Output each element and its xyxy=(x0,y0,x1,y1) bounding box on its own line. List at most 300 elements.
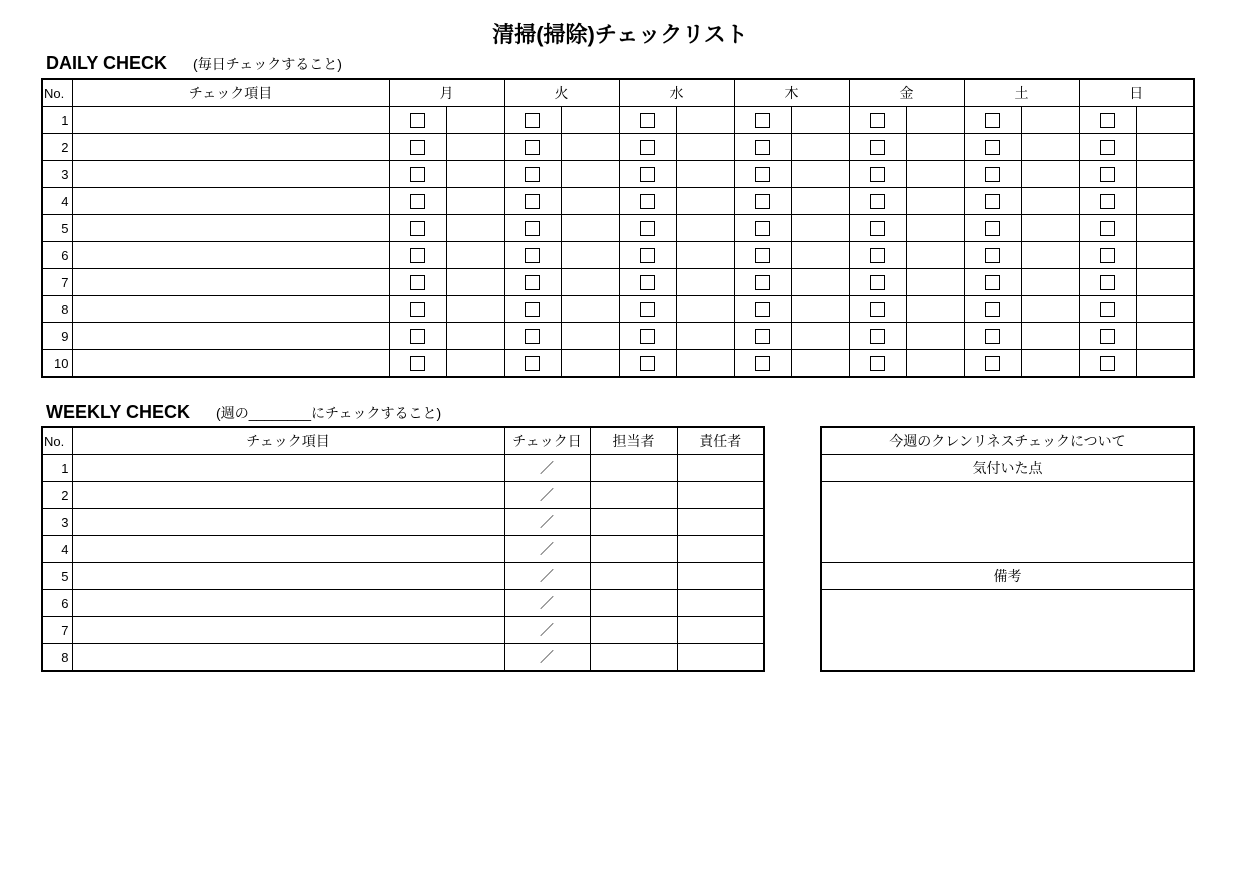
checkbox-cell xyxy=(1079,296,1136,323)
table-row xyxy=(42,188,1194,215)
checkbox[interactable] xyxy=(870,275,885,290)
person-field[interactable] xyxy=(590,563,677,590)
checkbox-cell xyxy=(504,350,561,378)
checkbox[interactable] xyxy=(525,167,540,182)
note-cell[interactable] xyxy=(1136,242,1194,269)
checkbox[interactable] xyxy=(755,167,770,182)
table-row xyxy=(42,107,1194,134)
checkbox-cell xyxy=(389,107,446,134)
col-check-date: チェック日 xyxy=(504,427,590,455)
note-cell[interactable] xyxy=(1021,242,1079,269)
manager-field[interactable] xyxy=(677,509,764,536)
note-cell[interactable] xyxy=(561,215,619,242)
checkbox-cell xyxy=(964,161,1021,188)
checkbox[interactable] xyxy=(410,275,425,290)
noticed-field[interactable] xyxy=(821,482,1194,563)
note-cell[interactable] xyxy=(1136,269,1194,296)
person-field[interactable] xyxy=(590,455,677,482)
col-item: チェック項目 xyxy=(72,427,504,455)
checkbox-cell xyxy=(389,134,446,161)
checkbox-cell xyxy=(504,269,561,296)
note-cell[interactable] xyxy=(1021,107,1079,134)
checkbox[interactable] xyxy=(410,302,425,317)
checkbox-cell xyxy=(504,296,561,323)
checkbox[interactable] xyxy=(985,113,1000,128)
note-cell[interactable] xyxy=(1021,188,1079,215)
note-cell[interactable] xyxy=(906,296,964,323)
checkbox[interactable] xyxy=(410,356,425,371)
day-header: 月 xyxy=(389,79,504,107)
checkbox[interactable] xyxy=(525,302,540,317)
check-item-field[interactable] xyxy=(72,323,389,350)
note-cell[interactable] xyxy=(906,134,964,161)
note-cell[interactable] xyxy=(1136,107,1194,134)
row-number: 10 xyxy=(42,350,72,378)
checkbox-cell xyxy=(734,188,791,215)
check-item-field[interactable] xyxy=(72,161,389,188)
checkbox-cell xyxy=(964,269,1021,296)
table-row xyxy=(42,563,764,590)
checkbox[interactable] xyxy=(1100,275,1115,290)
checkbox[interactable] xyxy=(640,248,655,263)
check-item-field[interactable] xyxy=(72,188,389,215)
manager-field[interactable] xyxy=(677,590,764,617)
note-cell[interactable] xyxy=(561,161,619,188)
checkbox-cell xyxy=(619,350,676,378)
note-cell[interactable] xyxy=(906,242,964,269)
note-cell[interactable] xyxy=(446,161,504,188)
col-person: 担当者 xyxy=(590,427,677,455)
checkbox[interactable] xyxy=(640,140,655,155)
check-item-field[interactable] xyxy=(72,617,504,644)
checkbox[interactable] xyxy=(870,221,885,236)
table-row xyxy=(42,509,764,536)
checkbox[interactable] xyxy=(985,140,1000,155)
checkbox[interactable] xyxy=(985,167,1000,182)
checkbox-cell xyxy=(504,188,561,215)
checkbox-cell xyxy=(1079,134,1136,161)
check-date-field[interactable]: ／ xyxy=(504,509,590,536)
daily-heading: DAILY CHECK xyxy=(46,53,168,73)
checkbox[interactable] xyxy=(525,113,540,128)
weekly-section-heading xyxy=(46,402,441,423)
weekly-heading: WEEKLY CHECK xyxy=(46,402,191,422)
row-number: 5 xyxy=(42,215,72,242)
checkbox-cell xyxy=(849,107,906,134)
checkbox[interactable] xyxy=(410,167,425,182)
check-item-field[interactable] xyxy=(72,644,504,672)
check-item-field[interactable] xyxy=(72,590,504,617)
checkbox[interactable] xyxy=(1100,248,1115,263)
check-item-field[interactable] xyxy=(72,107,389,134)
checkbox[interactable] xyxy=(755,248,770,263)
checkbox-cell xyxy=(964,215,1021,242)
checkbox[interactable] xyxy=(1100,356,1115,371)
checkbox-cell xyxy=(849,188,906,215)
note-cell[interactable] xyxy=(791,134,849,161)
person-field[interactable] xyxy=(590,617,677,644)
notes-label: 備考 xyxy=(821,563,1194,590)
note-cell[interactable] xyxy=(676,269,734,296)
checkbox[interactable] xyxy=(755,302,770,317)
checkbox-cell xyxy=(734,350,791,378)
note-cell[interactable] xyxy=(906,107,964,134)
row-number: 2 xyxy=(42,482,72,509)
note-cell[interactable] xyxy=(791,242,849,269)
checkbox-cell xyxy=(504,215,561,242)
checkbox[interactable] xyxy=(525,275,540,290)
note-cell[interactable] xyxy=(906,161,964,188)
checkbox[interactable] xyxy=(640,167,655,182)
check-date-field[interactable]: ／ xyxy=(504,617,590,644)
checkbox[interactable] xyxy=(410,248,425,263)
note-cell[interactable] xyxy=(1021,215,1079,242)
note-cell[interactable] xyxy=(446,242,504,269)
note-cell[interactable] xyxy=(446,188,504,215)
note-cell[interactable] xyxy=(561,242,619,269)
note-cell[interactable] xyxy=(791,350,849,378)
checkbox-cell xyxy=(849,350,906,378)
note-cell[interactable] xyxy=(1021,269,1079,296)
note-cell[interactable] xyxy=(446,134,504,161)
person-field[interactable] xyxy=(590,482,677,509)
row-number: 7 xyxy=(42,617,72,644)
daily-note: (毎日チェックすること) xyxy=(193,56,342,72)
checkbox-cell xyxy=(619,269,676,296)
day-header: 木 xyxy=(734,79,849,107)
note-cell[interactable] xyxy=(676,296,734,323)
checkbox-cell xyxy=(734,269,791,296)
note-cell[interactable] xyxy=(561,350,619,378)
row-number: 1 xyxy=(42,455,72,482)
col-no: No. xyxy=(42,427,72,455)
page-title: 清掃(掃除)チェックリスト xyxy=(492,22,748,47)
checkbox-cell xyxy=(964,350,1021,378)
checkbox[interactable] xyxy=(870,302,885,317)
note-cell[interactable] xyxy=(906,269,964,296)
person-field[interactable] xyxy=(590,644,677,672)
check-item-field[interactable] xyxy=(72,296,389,323)
checkbox[interactable] xyxy=(755,329,770,344)
checkbox-cell xyxy=(734,242,791,269)
checkbox[interactable] xyxy=(525,329,540,344)
checkbox[interactable] xyxy=(755,221,770,236)
checkbox[interactable] xyxy=(985,356,1000,371)
row-number: 4 xyxy=(42,188,72,215)
check-item-field[interactable] xyxy=(72,215,389,242)
checkbox[interactable] xyxy=(525,140,540,155)
note-cell[interactable] xyxy=(1021,323,1079,350)
note-cell[interactable] xyxy=(1136,350,1194,378)
check-item-field[interactable] xyxy=(72,482,504,509)
checkbox[interactable] xyxy=(640,221,655,236)
checkbox[interactable] xyxy=(640,194,655,209)
table-row xyxy=(42,161,1194,188)
note-cell[interactable] xyxy=(1136,161,1194,188)
checkbox-cell xyxy=(849,323,906,350)
checkbox[interactable] xyxy=(525,221,540,236)
day-header: 水 xyxy=(619,79,734,107)
checkbox-cell xyxy=(389,296,446,323)
table-row xyxy=(42,482,764,509)
checkbox[interactable] xyxy=(870,167,885,182)
note-cell[interactable] xyxy=(791,161,849,188)
checkbox[interactable] xyxy=(640,275,655,290)
manager-field[interactable] xyxy=(677,482,764,509)
row-number: 3 xyxy=(42,509,72,536)
checkbox-cell xyxy=(849,296,906,323)
checkbox-cell xyxy=(1079,242,1136,269)
checkbox-cell xyxy=(619,134,676,161)
checkbox[interactable] xyxy=(755,356,770,371)
check-item-field[interactable] xyxy=(72,536,504,563)
row-number: 8 xyxy=(42,296,72,323)
check-item-field[interactable] xyxy=(72,455,504,482)
row-number: 7 xyxy=(42,269,72,296)
note-cell[interactable] xyxy=(1136,134,1194,161)
person-field[interactable] xyxy=(590,536,677,563)
checkbox-cell xyxy=(849,134,906,161)
checkbox[interactable] xyxy=(870,140,885,155)
note-cell[interactable] xyxy=(1021,134,1079,161)
note-cell[interactable] xyxy=(446,350,504,378)
checkbox[interactable] xyxy=(870,248,885,263)
note-cell[interactable] xyxy=(1136,323,1194,350)
checkbox[interactable] xyxy=(1100,167,1115,182)
checkbox-cell xyxy=(504,242,561,269)
checkbox[interactable] xyxy=(870,113,885,128)
note-cell[interactable] xyxy=(1021,161,1079,188)
note-cell[interactable] xyxy=(906,350,964,378)
checkbox-cell xyxy=(964,188,1021,215)
table-row xyxy=(42,455,764,482)
checkbox[interactable] xyxy=(985,248,1000,263)
note-cell[interactable] xyxy=(791,269,849,296)
checkbox[interactable] xyxy=(525,356,540,371)
day-header: 日 xyxy=(1079,79,1194,107)
note-cell[interactable] xyxy=(446,215,504,242)
check-item-field[interactable] xyxy=(72,242,389,269)
checkbox[interactable] xyxy=(755,275,770,290)
day-header: 火 xyxy=(504,79,619,107)
note-cell[interactable] xyxy=(906,323,964,350)
checkbox[interactable] xyxy=(870,194,885,209)
row-number: 5 xyxy=(42,563,72,590)
note-cell[interactable] xyxy=(676,188,734,215)
checkbox-cell xyxy=(1079,215,1136,242)
checkbox[interactable] xyxy=(1100,221,1115,236)
checkbox-cell xyxy=(849,161,906,188)
note-cell[interactable] xyxy=(676,350,734,378)
checkbox-cell xyxy=(964,134,1021,161)
checkbox-cell xyxy=(389,323,446,350)
checkbox-cell xyxy=(619,188,676,215)
checkbox-cell xyxy=(1079,323,1136,350)
note-cell[interactable] xyxy=(1136,296,1194,323)
checkbox[interactable] xyxy=(410,194,425,209)
checkbox[interactable] xyxy=(985,329,1000,344)
checkbox[interactable] xyxy=(410,113,425,128)
checkbox-cell xyxy=(504,323,561,350)
table-row xyxy=(42,644,764,672)
person-field[interactable] xyxy=(590,509,677,536)
table-row xyxy=(42,323,1194,350)
row-number: 2 xyxy=(42,134,72,161)
col-item: チェック項目 xyxy=(72,79,389,107)
manager-field[interactable] xyxy=(677,617,764,644)
note-cell[interactable] xyxy=(791,188,849,215)
note-cell[interactable] xyxy=(791,296,849,323)
checkbox[interactable] xyxy=(1100,329,1115,344)
note-cell[interactable] xyxy=(561,188,619,215)
table-row xyxy=(42,242,1194,269)
check-date-field[interactable]: ／ xyxy=(504,563,590,590)
table-row xyxy=(42,536,764,563)
checkbox-cell xyxy=(619,323,676,350)
checkbox[interactable] xyxy=(1100,113,1115,128)
note-cell[interactable] xyxy=(1021,350,1079,378)
note-cell[interactable] xyxy=(676,134,734,161)
check-item-field[interactable] xyxy=(72,134,389,161)
check-date-field[interactable]: ／ xyxy=(504,455,590,482)
daily-section-heading xyxy=(46,53,342,74)
checkbox-cell xyxy=(389,242,446,269)
checkbox-cell xyxy=(734,215,791,242)
checkbox[interactable] xyxy=(640,302,655,317)
note-cell[interactable] xyxy=(561,323,619,350)
note-cell[interactable] xyxy=(561,296,619,323)
note-cell[interactable] xyxy=(791,215,849,242)
checkbox[interactable] xyxy=(870,356,885,371)
checkbox[interactable] xyxy=(755,194,770,209)
checkbox[interactable] xyxy=(410,140,425,155)
checkbox[interactable] xyxy=(985,194,1000,209)
note-cell[interactable] xyxy=(561,269,619,296)
table-row xyxy=(42,269,1194,296)
check-item-field[interactable] xyxy=(72,563,504,590)
checkbox[interactable] xyxy=(410,329,425,344)
checkbox[interactable] xyxy=(870,329,885,344)
checkbox-cell xyxy=(734,134,791,161)
checkbox[interactable] xyxy=(410,221,425,236)
note-cell[interactable] xyxy=(446,269,504,296)
note-cell[interactable] xyxy=(446,323,504,350)
checkbox[interactable] xyxy=(640,329,655,344)
row-number: 8 xyxy=(42,644,72,672)
checkbox[interactable] xyxy=(525,194,540,209)
note-cell[interactable] xyxy=(906,188,964,215)
check-item-field[interactable] xyxy=(72,350,389,378)
checkbox-cell xyxy=(964,107,1021,134)
row-number: 3 xyxy=(42,161,72,188)
day-header: 金 xyxy=(849,79,964,107)
note-cell[interactable] xyxy=(791,323,849,350)
note-cell[interactable] xyxy=(1021,296,1079,323)
checkbox[interactable] xyxy=(755,140,770,155)
checkbox-cell xyxy=(964,242,1021,269)
note-cell[interactable] xyxy=(676,323,734,350)
check-item-field[interactable] xyxy=(72,509,504,536)
checkbox-cell xyxy=(389,215,446,242)
check-date-field[interactable]: ／ xyxy=(504,644,590,672)
note-cell[interactable] xyxy=(676,242,734,269)
checkbox-cell xyxy=(619,242,676,269)
checkbox-cell xyxy=(734,107,791,134)
checkbox[interactable] xyxy=(640,113,655,128)
note-cell[interactable] xyxy=(561,134,619,161)
checkbox-cell xyxy=(849,215,906,242)
checkbox-cell xyxy=(1079,161,1136,188)
note-cell[interactable] xyxy=(676,215,734,242)
review-title: 今週のクレンリネスチェックについて xyxy=(821,427,1194,455)
col-manager: 責任者 xyxy=(677,427,764,455)
checkbox-cell xyxy=(849,242,906,269)
table-row xyxy=(42,617,764,644)
checkbox[interactable] xyxy=(1100,194,1115,209)
checkbox[interactable] xyxy=(755,113,770,128)
checkbox-cell xyxy=(849,269,906,296)
checkbox-cell xyxy=(1079,269,1136,296)
row-number: 9 xyxy=(42,323,72,350)
manager-field[interactable] xyxy=(677,563,764,590)
check-date-field[interactable]: ／ xyxy=(504,590,590,617)
checkbox-cell xyxy=(389,350,446,378)
note-cell[interactable] xyxy=(1136,215,1194,242)
row-number: 6 xyxy=(42,590,72,617)
note-cell[interactable] xyxy=(791,107,849,134)
checkbox-cell xyxy=(619,215,676,242)
note-cell[interactable] xyxy=(906,215,964,242)
manager-field[interactable] xyxy=(677,644,764,672)
checkbox-cell xyxy=(389,161,446,188)
note-cell[interactable] xyxy=(446,296,504,323)
check-date-field[interactable]: ／ xyxy=(504,536,590,563)
table-row xyxy=(42,590,764,617)
checkbox-cell xyxy=(1079,188,1136,215)
person-field[interactable] xyxy=(590,590,677,617)
note-cell[interactable] xyxy=(561,107,619,134)
note-cell[interactable] xyxy=(676,107,734,134)
checkbox-cell xyxy=(734,323,791,350)
manager-field[interactable] xyxy=(677,536,764,563)
note-cell[interactable] xyxy=(1136,188,1194,215)
check-item-field[interactable] xyxy=(72,269,389,296)
checkbox[interactable] xyxy=(985,221,1000,236)
checkbox[interactable] xyxy=(1100,302,1115,317)
checkbox[interactable] xyxy=(1100,140,1115,155)
weekly-note: (週の________にチェックすること) xyxy=(216,405,442,421)
check-date-field[interactable]: ／ xyxy=(504,482,590,509)
note-cell[interactable] xyxy=(446,107,504,134)
checkbox[interactable] xyxy=(985,302,1000,317)
manager-field[interactable] xyxy=(677,455,764,482)
checkbox-cell xyxy=(619,161,676,188)
checkbox[interactable] xyxy=(525,248,540,263)
row-number: 1 xyxy=(42,107,72,134)
table-row xyxy=(42,215,1194,242)
checkbox-cell xyxy=(619,296,676,323)
notes-field[interactable] xyxy=(821,590,1194,672)
note-cell[interactable] xyxy=(676,161,734,188)
checkbox-cell xyxy=(619,107,676,134)
checkbox[interactable] xyxy=(640,356,655,371)
checkbox-cell xyxy=(504,107,561,134)
checkbox-cell xyxy=(389,188,446,215)
daily-check-table xyxy=(41,78,1195,378)
table-row xyxy=(42,350,1194,378)
checkbox[interactable] xyxy=(985,275,1000,290)
checkbox-cell xyxy=(964,296,1021,323)
